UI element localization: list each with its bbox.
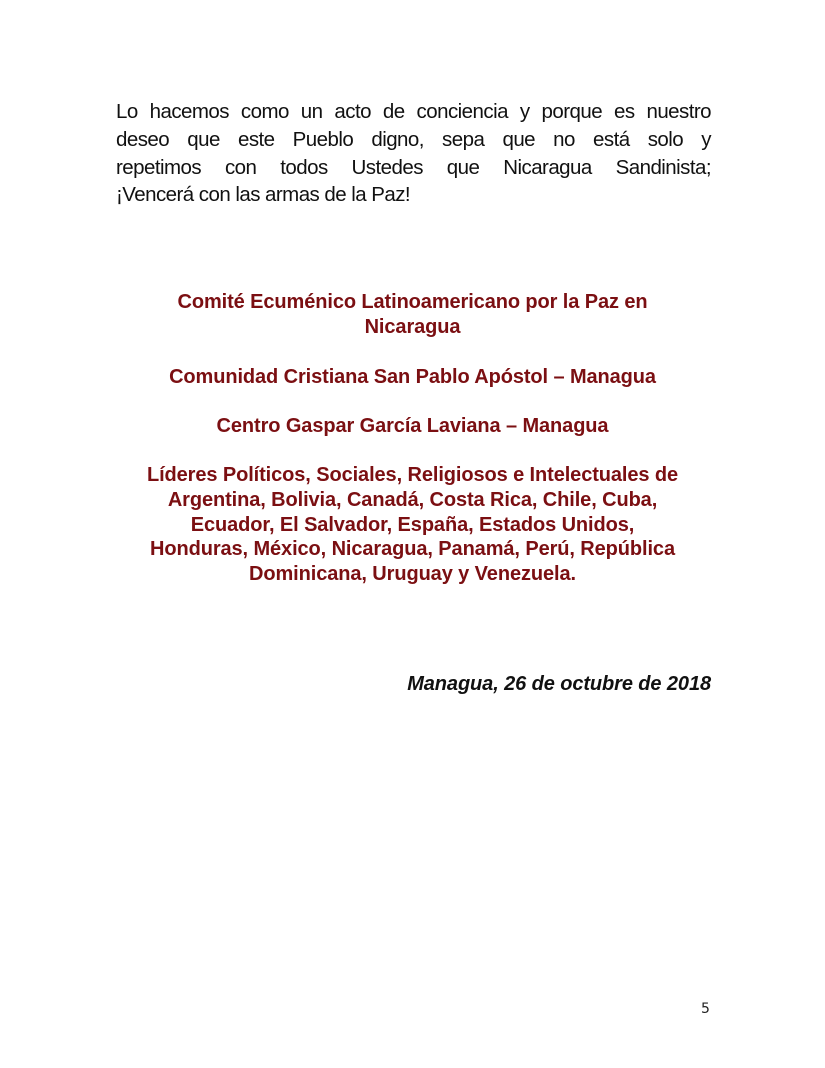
signatory-line: Honduras, México, Nicaragua, Panamá, Perú, República [150, 538, 675, 561]
signatory-line: Ecuador, El Salvador, España, Estados Unidos, [190, 513, 635, 536]
signatory-ecumenical-committee [100, 290, 725, 340]
signatory-line: Centro Gaspar García Laviana – Managua [216, 415, 609, 437]
signatory-christian-community [100, 365, 725, 390]
page-number: 5 [701, 1001, 710, 1017]
signatory-line: Comité Ecuménico Latinoamericano por la Paz en [177, 291, 648, 313]
signatory-line: Nicaragua [364, 315, 461, 338]
closing-paragraph [116, 98, 711, 209]
signatory-line: Dominicana, Uruguay y Venezuela. [249, 563, 576, 586]
signatory-line: Argentina, Bolivia, Canadá, Costa Rica, Chile, Cuba, [167, 488, 658, 511]
signatory-line: Líderes Políticos, Sociales, Religiosos e Intelectuales de [146, 464, 679, 486]
signatory-line: Comunidad Cristiana San Pablo Apóstol – Managua [169, 366, 656, 388]
place-and-date: Managua, 26 de octubre de 2018 [407, 673, 711, 695]
signatory-gaspar-garcia-center [100, 414, 725, 439]
paragraph-line: deseo que este Pueblo digno, sepa que no está solo y [116, 127, 711, 151]
paragraph-line: repetimos con todos Ustedes que Nicaragua Sandinista; [116, 155, 711, 179]
signatory-leaders [100, 463, 725, 587]
paragraph-line: Lo hacemos como un acto de conciencia y porque es nuestro [116, 100, 711, 123]
paragraph-line: ¡Vencerá con las armas de la Paz! [116, 183, 411, 207]
